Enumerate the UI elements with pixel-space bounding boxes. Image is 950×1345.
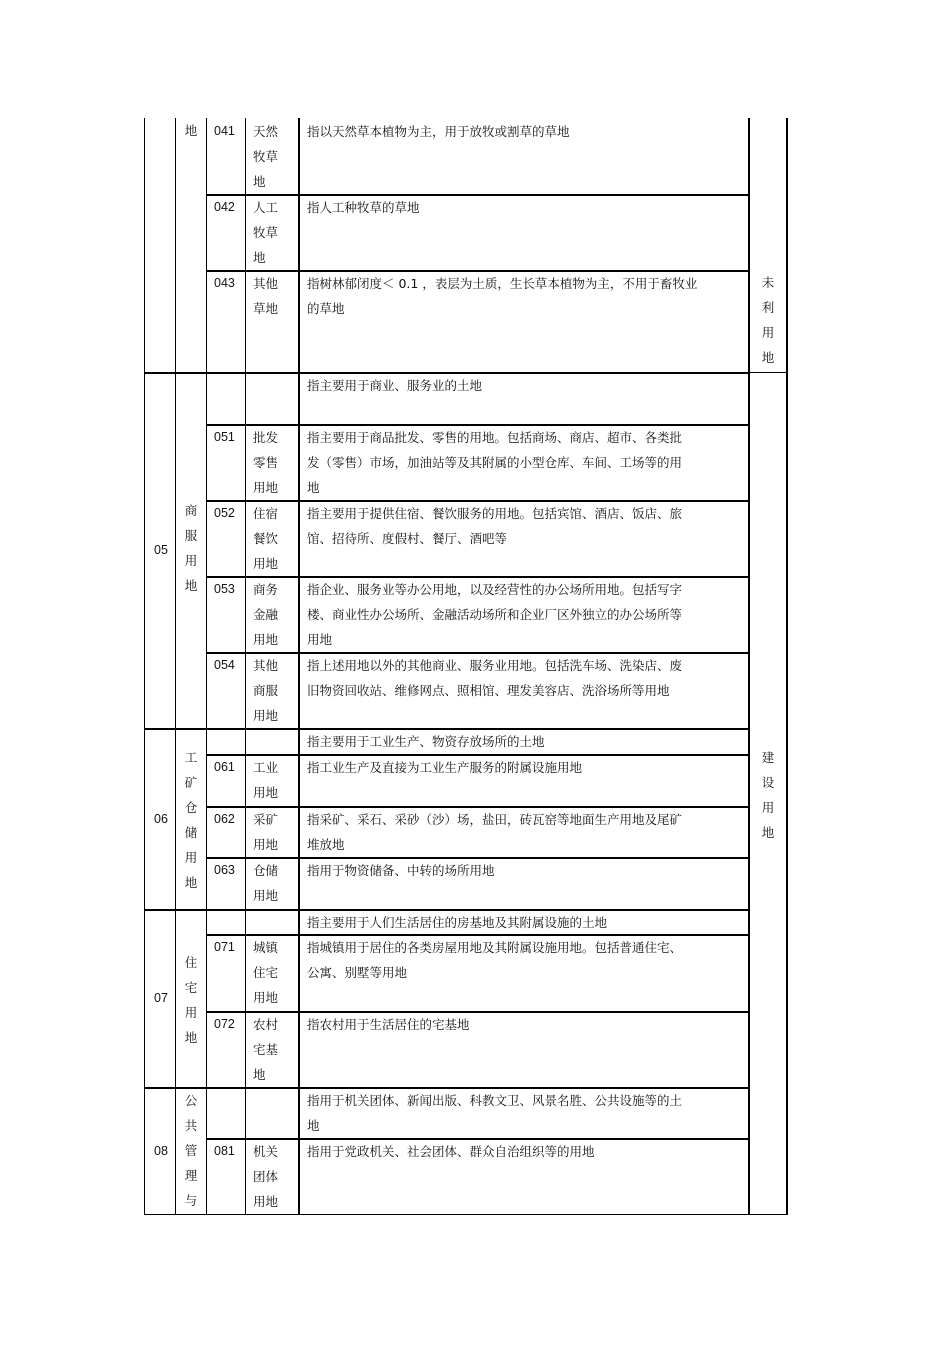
description-line: 指主要用于商业、服务业的土地 <box>307 378 483 393</box>
sub-name-line: 用地 <box>253 708 279 723</box>
description-line: 指主要用于提供住宿、餐饮服务的用地。包括宾馆、酒店、饭店、旅 <box>307 506 683 521</box>
sub-name-line: 其他 <box>253 658 279 673</box>
major-name-line: 用 <box>184 850 198 865</box>
major-name-line: 储 <box>184 825 198 840</box>
major-code-line: 07 <box>154 991 168 1005</box>
description-line: 指树林郁闭度＜ 0.1 ，表层为土质，生长草本植物为主，不用于畜牧业 <box>307 276 698 291</box>
major-code-line: 06 <box>154 811 168 826</box>
category-name <box>750 270 786 370</box>
sub-name-line: 牧草 <box>253 225 279 240</box>
major-name-line: 理 <box>184 1168 198 1183</box>
sub-code <box>214 195 248 220</box>
sub-code <box>214 1012 248 1037</box>
sub-name <box>253 501 297 576</box>
table-rule <box>748 372 788 373</box>
major-name-line: 公 <box>184 1093 198 1108</box>
sub-name-line: 用地 <box>253 990 279 1005</box>
sub-name <box>253 577 297 652</box>
sub-name-line: 采矿 <box>253 812 279 827</box>
sub-name-line: 用地 <box>253 632 279 647</box>
sub-code-line: 041 <box>214 124 235 138</box>
sub-name-line: 用地 <box>253 480 279 495</box>
sub-name-line: 用地 <box>253 1194 279 1209</box>
category-name-line: 地 <box>761 825 775 840</box>
sub-name-line: 工业 <box>253 760 279 775</box>
description-line: 指主要用于工业生产、物资存放场所的土地 <box>307 734 545 749</box>
description <box>307 119 747 144</box>
sub-code-line: 042 <box>214 200 235 214</box>
sub-name <box>253 653 297 728</box>
description-line: 地 <box>307 1118 320 1133</box>
sub-code-line: 063 <box>214 863 235 877</box>
sub-name-line: 人工 <box>253 200 279 215</box>
major-name-line: 宅 <box>184 980 198 995</box>
sub-name-line: 餐饮 <box>253 531 279 546</box>
sub-code <box>214 271 248 296</box>
sub-name-line: 用地 <box>253 556 279 571</box>
description-line: 地 <box>307 480 320 495</box>
description <box>307 1088 747 1138</box>
category-name-line: 未 <box>761 275 775 290</box>
description <box>307 373 747 398</box>
sub-code <box>214 653 248 678</box>
sub-name-line: 城镇 <box>253 940 279 955</box>
sub-name-line: 农村 <box>253 1017 279 1032</box>
major-name <box>177 745 205 895</box>
description <box>307 271 747 321</box>
major-code-line: 08 <box>154 1143 168 1158</box>
major-name-line: 地 <box>184 875 198 890</box>
sub-code <box>214 501 248 526</box>
sub-code <box>214 935 248 960</box>
major-name-line: 工 <box>184 750 198 765</box>
major-name-line: 服 <box>184 528 198 543</box>
sub-name <box>253 807 297 857</box>
sub-name-line: 团体 <box>253 1169 279 1184</box>
sub-code <box>214 807 248 832</box>
sub-name-line: 用地 <box>253 888 279 903</box>
description-line: 指用于党政机关、社会团体、群众自治组织等的用地 <box>307 1144 595 1159</box>
major-name-line: 商 <box>184 503 198 518</box>
major-name-line: 地 <box>184 1030 198 1045</box>
sub-code-line: 071 <box>214 940 235 954</box>
sub-name-line: 草地 <box>253 301 279 316</box>
sub-code <box>214 858 248 883</box>
sub-code <box>214 1139 248 1164</box>
description-line: 旧物资回收站、维修网点、照相馆、理发美容店、洗浴场所等用地 <box>307 683 670 698</box>
description <box>307 501 747 551</box>
sub-name-line: 机关 <box>253 1144 279 1159</box>
description-line: 楼、商业性办公场所、金融活动场所和企业厂区外独立的办公场所等 <box>307 607 683 622</box>
sub-name-line: 宅基 <box>253 1042 279 1057</box>
description-line: 指企业、服务业等办公用地，以及经营性的办公场所用地。包括写字 <box>307 582 683 597</box>
major-name <box>177 118 205 143</box>
sub-name <box>253 935 297 1010</box>
category-name-line: 地 <box>761 350 775 365</box>
sub-name-line: 地 <box>253 174 266 189</box>
description <box>307 755 747 780</box>
description-line: 指人工种牧草的草地 <box>307 200 420 215</box>
major-name-line: 仓 <box>184 800 198 815</box>
category-name-line: 利 <box>761 300 775 315</box>
sub-name-line: 仓储 <box>253 863 279 878</box>
major-name-line: 矿 <box>184 775 198 790</box>
description <box>307 935 747 985</box>
sub-name <box>253 755 297 805</box>
description-line: 公寓、别墅等用地 <box>307 965 408 980</box>
sub-code-line: 081 <box>214 1144 235 1158</box>
table-rule <box>175 118 176 1214</box>
sub-name-line: 天然 <box>253 124 279 139</box>
description <box>307 807 747 857</box>
description <box>307 195 747 220</box>
description-line: 发（零售）市场，加油站等及其附属的小型仓库、车间、工场等的用 <box>307 455 683 470</box>
major-name-line: 住 <box>184 955 198 970</box>
category-name-line: 设 <box>761 775 775 790</box>
sub-name <box>253 1012 297 1087</box>
sub-code-line: 043 <box>214 276 235 290</box>
sub-code <box>214 755 248 780</box>
table-rule <box>144 1214 788 1215</box>
description-line: 指工业生产及直接为工业生产服务的附属设施用地 <box>307 760 583 775</box>
major-name <box>177 950 205 1050</box>
description-line: 的草地 <box>307 301 345 316</box>
description-line: 指主要用于人们生活居住的房基地及其附属设施的土地 <box>307 915 608 930</box>
sub-code-line: 052 <box>214 506 235 520</box>
description-line: 馆、招待所、度假村、餐厅、酒吧等 <box>307 531 508 546</box>
sub-name-line: 其他 <box>253 276 279 291</box>
major-code <box>148 1139 174 1164</box>
sub-name-line: 商服 <box>253 683 279 698</box>
sub-name-line: 用地 <box>253 837 279 852</box>
major-name <box>177 1088 205 1213</box>
description <box>307 910 747 935</box>
sub-name <box>253 271 297 321</box>
sub-name-line: 商务 <box>253 582 279 597</box>
major-name-line: 共 <box>184 1118 198 1133</box>
major-code <box>148 986 174 1011</box>
description <box>307 653 747 703</box>
description <box>307 577 747 652</box>
sub-name <box>253 1139 297 1214</box>
major-code-line: 05 <box>154 543 168 557</box>
description-line: 指用于机关团体、新闻出版、科教文卫、风景名胜、公共设施等的土 <box>307 1093 683 1108</box>
sub-code-line: 072 <box>214 1017 235 1031</box>
major-name-line: 用 <box>184 553 198 568</box>
sub-name-line: 批发 <box>253 430 279 445</box>
table-rule <box>298 118 300 1214</box>
sub-code <box>214 425 248 450</box>
sub-name-line: 零售 <box>253 455 279 470</box>
category-name-line: 用 <box>761 325 775 340</box>
sub-name-line: 地 <box>253 250 266 265</box>
sub-name-line: 牧草 <box>253 149 279 164</box>
sub-name <box>253 425 297 500</box>
description-line: 指采矿、采石、采砂（沙）场，盐田，砖瓦窑等地面生产用地及尾矿 <box>307 812 683 827</box>
sub-code-line: 053 <box>214 582 235 596</box>
major-name-line: 用 <box>184 1005 198 1020</box>
table-rule <box>206 118 207 1214</box>
major-name-line: 地 <box>184 578 198 593</box>
sub-code-line: 054 <box>214 658 235 672</box>
sub-name-line: 住宅 <box>253 965 279 980</box>
category-name <box>750 745 786 845</box>
description-line: 指上述用地以外的其他商业、服务业用地。包括洗车场、洗染店、废 <box>307 658 683 673</box>
sub-code-line: 061 <box>214 760 235 774</box>
description <box>307 729 747 754</box>
major-name-line: 与 <box>184 1193 198 1208</box>
table-rule <box>144 118 145 372</box>
sub-name <box>253 858 297 908</box>
major-name-line: 地 <box>184 123 198 138</box>
sub-code-line: 051 <box>214 430 235 444</box>
sub-code <box>214 119 248 144</box>
description <box>307 1139 747 1164</box>
description-line: 指主要用于商品批发、零售的用地。包括商场、商店、超市、各类批 <box>307 430 683 445</box>
description-line: 堆放地 <box>307 837 345 852</box>
major-code <box>148 538 174 563</box>
sub-code-line: 062 <box>214 812 235 826</box>
description-line: 用地 <box>307 632 333 647</box>
description <box>307 1012 747 1037</box>
description-line: 指农村用于生活居住的宅基地 <box>307 1017 470 1032</box>
major-name <box>177 498 205 598</box>
sub-name-line: 用地 <box>253 785 279 800</box>
category-name-line: 用 <box>761 800 775 815</box>
sub-name-line: 住宿 <box>253 506 279 521</box>
major-code <box>148 807 174 832</box>
sub-name <box>253 195 297 270</box>
sub-name-line: 金融 <box>253 607 279 622</box>
description <box>307 858 747 883</box>
major-name-line: 管 <box>184 1143 198 1158</box>
sub-name <box>253 119 297 194</box>
description-line: 指用于物资储备、中转的场所用地 <box>307 863 495 878</box>
description-line: 指以天然草本植物为主，用于放牧或割草的草地 <box>307 124 570 139</box>
sub-code <box>214 577 248 602</box>
description-line: 指城镇用于居住的各类房屋用地及其附属设施用地。包括普通住宅、 <box>307 940 683 955</box>
description <box>307 425 747 500</box>
table-rule <box>786 118 788 1214</box>
sub-name-line: 地 <box>253 1067 266 1082</box>
category-name-line: 建 <box>761 750 775 765</box>
